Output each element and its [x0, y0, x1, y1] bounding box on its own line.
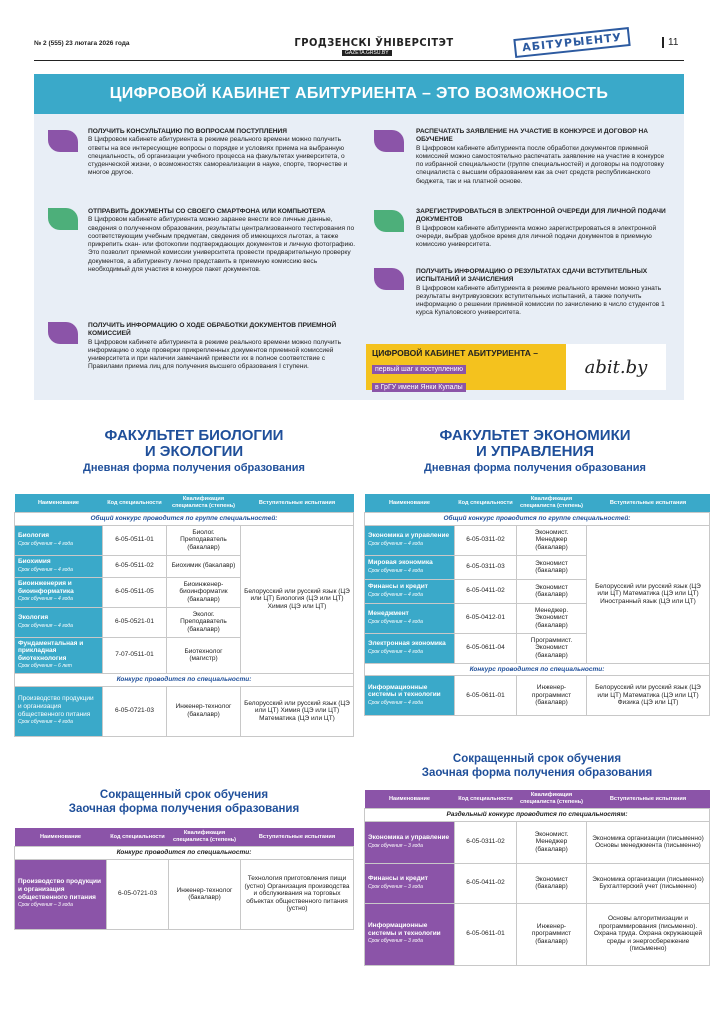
promo-line2: в ГрГУ имени Янки Купалы: [372, 383, 466, 392]
spec-code: 6-05-0511-01: [103, 525, 167, 555]
econ-short-heading: [364, 752, 710, 780]
section-stamp: АБІТУРЫЕНТУ: [513, 27, 630, 58]
spec-duration: Срок обучения – 4 года: [368, 648, 423, 655]
spec-qual: Экономист (бакалавр): [517, 579, 587, 603]
newspaper-title: ГРОДЗЕНСКІ ЎНІВЕРСІТЭТ: [294, 36, 454, 49]
leaf-icon: [374, 268, 404, 290]
col-name: Наименование: [365, 790, 455, 809]
spec-duration: Срок обучения – 3 года: [368, 938, 423, 945]
spec-qual: Биолог. Преподаватель (бакалавр): [167, 525, 241, 555]
spec-code: 6-05-0511-05: [103, 577, 167, 607]
col-qual: Квалификация специалиста (степень): [167, 494, 241, 513]
bio-short-heading: [14, 788, 354, 816]
table-row: [365, 863, 710, 903]
spec-duration: Срок обучения – 3 года: [368, 883, 423, 890]
spec-code: 6-05-0311-02: [455, 525, 517, 555]
spec-duration: Срок обучения – 3 года: [368, 842, 423, 849]
spec-exams: Белорусский или русский язык (ЦЭ или ЦТ) Математика (ЦЭ или ЦТ) Физика (ЦЭ или ЦТ): [587, 676, 710, 716]
econ-short-table: [364, 790, 710, 966]
spec-qual: Биоинженер-биоинформатик (бакалавр): [167, 577, 241, 607]
spec-duration: Срок обучения – 6 лет: [18, 663, 72, 670]
leaf-icon: [374, 130, 404, 152]
col-exams: Вступительные испытания: [241, 494, 354, 513]
leaf-icon: [374, 210, 404, 232]
spec-qual: Инженер-технолог (бакалавр): [169, 859, 241, 929]
spec-name: Биоинженерия и биоинформатика: [18, 580, 74, 595]
spec-exams: Экономика организации (письменно) Основы менеджмента (письменно): [587, 821, 710, 863]
spec-qual: Экономист (бакалавр): [517, 863, 587, 903]
spec-qual: Программист. Экономист (бакалавр): [517, 633, 587, 663]
econ-title2: И УПРАВЛЕНИЯ: [476, 443, 594, 460]
spec-name: Производство продукции и организация общественного питания: [18, 878, 102, 901]
cabinet-item-text: В Цифровом кабинете абитуриента в режиме реального времени можно узнать результаты внутривузовских вступительных испытаний, а также получить информацию о решении приемной комиссии по зачислению в число студентов 1 курса Купаловского университета.: [416, 284, 665, 317]
spec-duration: Срок обучения – 4 года: [18, 566, 73, 573]
cabinet-item-text: В Цифровом кабинете абитуриента можно заранее внести все личные данные, сведения о полученном образовании, результаты централизованного тестирования по соответствующим учебным предметам, сведения об имеющихся льготах, а также прикрепить скан- или фотокопии подтверждающих документов и личную фотографию. Это позволит приемной комиссии университета провести предварительную проверку документов, а абитуриенту лично представить в приемную комиссию весь необходимый для участия в конкурсе пакет документов.: [88, 216, 356, 274]
spec-qual: Экономист. Менеджер (бакалавр): [517, 525, 587, 555]
abit-logo: [566, 344, 666, 390]
spec-duration: Срок обучения – 4 года: [368, 618, 423, 625]
col-code: Код специальности: [107, 828, 169, 847]
spec-name: Информационные системы и технологии: [368, 922, 441, 937]
spec-duration: Срок обучения – 3 года: [18, 902, 73, 909]
spec-name: Биология: [18, 532, 49, 539]
leaf-icon: [48, 208, 78, 230]
cabinet-item-text: В Цифровом кабинете абитуриента в режиме реального времени можно получить ответы на все интересующие вопросы о порядке и условиях приема на выбранную специальность, об организации учебного процесса на факультетах университета, о студенческой жизни, о возможностях самореализации в науке, спорте, творчестве и многое другое.: [88, 136, 348, 177]
cabinet-item-title: ПОЛУЧИТЬ КОНСУЛЬТАЦИЮ ПО ВОПРОСАМ ПОСТУПЛЕНИЯ: [88, 128, 287, 135]
spec-exams: Белорусский или русский язык (ЦЭ или ЦТ) Биология (ЦЭ или ЦТ) Химия (ЦЭ или ЦТ): [241, 525, 354, 673]
group-label: Общий конкурс проводится по группе специальностей:: [15, 513, 354, 526]
spec-qual: Инженер-программист (бакалавр): [517, 903, 587, 965]
spec-name: Фундаментальная и прикладная биотехнология: [18, 639, 84, 662]
spec-name: Мировая экономика: [368, 559, 433, 566]
spec-name: Менеджмент: [368, 610, 409, 617]
table-row: [365, 903, 710, 965]
spec-name: Экономика и управление: [368, 532, 450, 539]
group-label: Раздельный конкурс проводится по специальностям:: [365, 809, 710, 822]
cabinet-item-text: В Цифровом кабинете абитуриента после обработки документов приемной комиссией можно самостоятельно распечатать заявление на участие в конкурсе по избранной специальности (группе специальностей) и договоры на подготовку специалиста с высшим образованием как за счет средств республиканского бюджета, так и на платной основе.: [416, 144, 665, 185]
bio-table: [14, 494, 354, 737]
cabinet-item-title: ОТПРАВИТЬ ДОКУМЕНТЫ СО СВОЕГО СМАРТФОНА ИЛИ КОМПЬЮТЕРА: [88, 208, 326, 215]
spec-duration: Срок обучения – 4 года: [18, 719, 73, 726]
col-name: Наименование: [15, 494, 103, 513]
econ-title1: ФАКУЛЬТЕТ ЭКОНОМИКИ: [439, 427, 631, 444]
table-row: [365, 525, 710, 555]
cabinet-item-text: В Цифровом кабинете абитуриента можно зарегистрироваться в электронной очереди, выбрав удобное время для личной подачи документов в приемную комиссию университета.: [416, 224, 657, 249]
col-name: Наименование: [15, 828, 107, 847]
spec-qual: Инженер-технолог (бакалавр): [167, 686, 241, 736]
spec-duration: Срок обучения – 4 года: [18, 540, 73, 547]
col-code: Код специальности: [103, 494, 167, 513]
spec-name: Экология: [18, 614, 49, 621]
bio-title1: ФАКУЛЬТЕТ БИОЛОГИИ: [104, 427, 284, 444]
cabinet-item: [88, 208, 360, 274]
spec-qual: Экономист. Менеджер (бакалавр): [517, 821, 587, 863]
col-qual: Квалификация специалиста (степень): [169, 828, 241, 847]
bio-form: Дневная форма получения образования: [83, 462, 305, 474]
spec-qual: Экономист (бакалавр): [517, 555, 587, 579]
spec-code: 6-05-0521-01: [103, 607, 167, 637]
spec-code: 7-07-0511-01: [103, 637, 167, 673]
cabinet-box: [34, 74, 684, 400]
spec-qual: Эколог. Преподаватель (бакалавр): [167, 607, 241, 637]
bio-short-form: Заочная форма получения образования: [68, 803, 300, 815]
group-label: Конкурс проводится по специальности:: [365, 663, 710, 676]
spec-qual: Менеджер. Экономист (бакалавр): [517, 603, 587, 633]
col-exams: Вступительные испытания: [241, 828, 354, 847]
table-row: [365, 676, 710, 716]
promo-text: [366, 344, 566, 390]
cabinet-title: ЦИФРОВОЙ КАБИНЕТ АБИТУРИЕНТА – ЭТО ВОЗМОЖНОСТЬ: [34, 74, 684, 114]
econ-short-form: Заочная форма получения образования: [421, 767, 653, 779]
spec-exams: Основы алгоритмизации и программирования (письменно). Охрана труда. Охрана окружающей среды и энергосбережение (письменно): [587, 903, 710, 965]
spec-duration: Срок обучения – 4 года: [18, 596, 73, 603]
table-row: [15, 525, 354, 555]
spec-code: 6-05-0721-03: [103, 686, 167, 736]
cabinet-item-title: РАСПЕЧАТАТЬ ЗАЯВЛЕНИЕ НА УЧАСТИЕ В КОНКУРСЕ И ДОГОВОР НА ОБУЧЕНИЕ: [416, 128, 648, 144]
group-label: Общий конкурс проводится по группе специальностей:: [365, 513, 710, 526]
spec-exams: Белорусский или русский язык (ЦЭ или ЦТ) Математика (ЦЭ или ЦТ) Иностранный язык (ЦЭ или ЦТ): [587, 525, 710, 663]
col-exams: Вступительные испытания: [587, 494, 710, 513]
spec-exams: Белорусский или русский язык (ЦЭ или ЦТ) Химия (ЦЭ или ЦТ) Математика (ЦЭ или ЦТ): [241, 686, 354, 736]
spec-code: 6-05-0412-01: [455, 603, 517, 633]
col-exams: Вступительные испытания: [587, 790, 710, 809]
cabinet-item-title: ЗАРЕГИСТРИРОВАТЬСЯ В ЭЛЕКТРОННОЙ ОЧЕРЕДИ ДЛЯ ЛИЧНОЙ ПОДАЧИ ДОКУМЕНТОВ: [416, 208, 666, 224]
econ-form: Дневная форма получения образования: [424, 462, 646, 474]
spec-qual: Инженер-программист (бакалавр): [517, 676, 587, 716]
spec-exams: Экономика организации (письменно) Бухгалтерский учет (письменно): [587, 863, 710, 903]
cabinet-item: [416, 128, 672, 186]
group-label: Конкурс проводится по специальности:: [15, 847, 354, 860]
cabinet-item-title: ПОЛУЧИТЬ ИНФОРМАЦИЮ О ХОДЕ ОБРАБОТКИ ДОКУМЕНТОВ ПРИЕМНОЙ КОМИССИЕЙ: [88, 322, 337, 338]
spec-code: 6-05-0721-03: [107, 859, 169, 929]
col-code: Код специальности: [455, 494, 517, 513]
spec-code: 6-05-0311-03: [455, 555, 517, 579]
spec-code: 6-05-0611-01: [455, 903, 517, 965]
spec-exams: Технология приготовления пищи (устно) Организация производства и обслуживания на торговых объектах общественного питания (устно): [241, 859, 354, 929]
group-label: Конкурс проводится по специальности:: [15, 673, 354, 686]
bio-title2: И ЭКОЛОГИИ: [144, 443, 244, 460]
cabinet-item: [416, 208, 672, 249]
econ-table: [364, 494, 710, 716]
spec-name: Производство продукции и организация общественного питания: [18, 695, 94, 718]
spec-name: Финансы и кредит: [368, 583, 428, 590]
col-qual: Квалификация специалиста (степень): [517, 494, 587, 513]
spec-qual: Биохимик (бакалавр): [167, 555, 241, 577]
spec-code: 6-05-0611-01: [455, 676, 517, 716]
abit-logo-text: abit.by: [584, 356, 648, 378]
spec-name: Финансы и кредит: [368, 875, 428, 882]
page-number: 11: [662, 37, 678, 48]
bio-faculty-heading: [34, 428, 354, 474]
spec-code: 6-05-0411-02: [455, 579, 517, 603]
spec-duration: Срок обучения – 4 года: [368, 540, 423, 547]
site-url: GAZETA.GRSU.BY: [342, 50, 392, 56]
spec-code: 6-05-0611-04: [455, 633, 517, 663]
econ-faculty-heading: [370, 428, 700, 474]
cabinet-item: [416, 268, 672, 318]
table-row: [15, 859, 354, 929]
bio-short-table: [14, 828, 354, 930]
spec-qual: Биотехнолог (магистр): [167, 637, 241, 673]
spec-duration: Срок обучения – 4 года: [368, 567, 423, 574]
promo-banner[interactable]: [366, 344, 666, 390]
promo-title: ЦИФРОВОЙ КАБИНЕТ АБИТУРИЕНТА –: [372, 348, 538, 358]
table-row: [365, 821, 710, 863]
spec-duration: Срок обучения – 4 года: [368, 699, 423, 706]
cabinet-item-title: ПОЛУЧИТЬ ИНФОРМАЦИЮ О РЕЗУЛЬТАТАХ СДАЧИ ВСТУПИТЕЛЬНЫХ ИСПЫТАНИЙ И ЗАЧИСЛЕНИЯ: [416, 268, 648, 284]
spec-name: Биохимия: [18, 558, 51, 565]
spec-name: Электронная экономика: [368, 640, 446, 647]
cabinet-item: [88, 128, 360, 178]
col-name: Наименование: [365, 494, 455, 513]
issue-info: № 2 (555) 23 лютага 2026 года: [34, 40, 130, 47]
table-row: [15, 686, 354, 736]
cabinet-item-text: В Цифровом кабинете абитуриента в режиме реального времени можно получить информацию о ходе проверки прикрепленных документов приемной комиссией университета и при наличии замечаний привести их в полное соответствие с Правилами приема лиц для получения высшего образования I ступени.: [88, 338, 342, 371]
spec-code: 6-05-0411-02: [455, 863, 517, 903]
spec-duration: Срок обучения – 4 года: [18, 622, 73, 629]
spec-name: Информационные системы и технологии: [368, 683, 441, 699]
spec-name: Экономика и управление: [368, 834, 450, 841]
bio-short-title: Сокращенный срок обучения: [99, 789, 269, 801]
promo-line1: первый шаг к поступлению: [372, 365, 466, 374]
cabinet-item: [88, 322, 360, 372]
leaf-icon: [48, 130, 78, 152]
spec-duration: Срок обучения – 4 года: [368, 591, 423, 598]
econ-short-title: Сокращенный срок обучения: [452, 753, 622, 765]
col-qual: Квалификация специалиста (степень): [517, 790, 587, 809]
header-rule: [34, 60, 684, 61]
spec-code: 6-05-0511-02: [103, 555, 167, 577]
leaf-icon: [48, 322, 78, 344]
col-code: Код специальности: [455, 790, 517, 809]
page-header: [34, 30, 684, 61]
spec-code: 6-05-0311-02: [455, 821, 517, 863]
